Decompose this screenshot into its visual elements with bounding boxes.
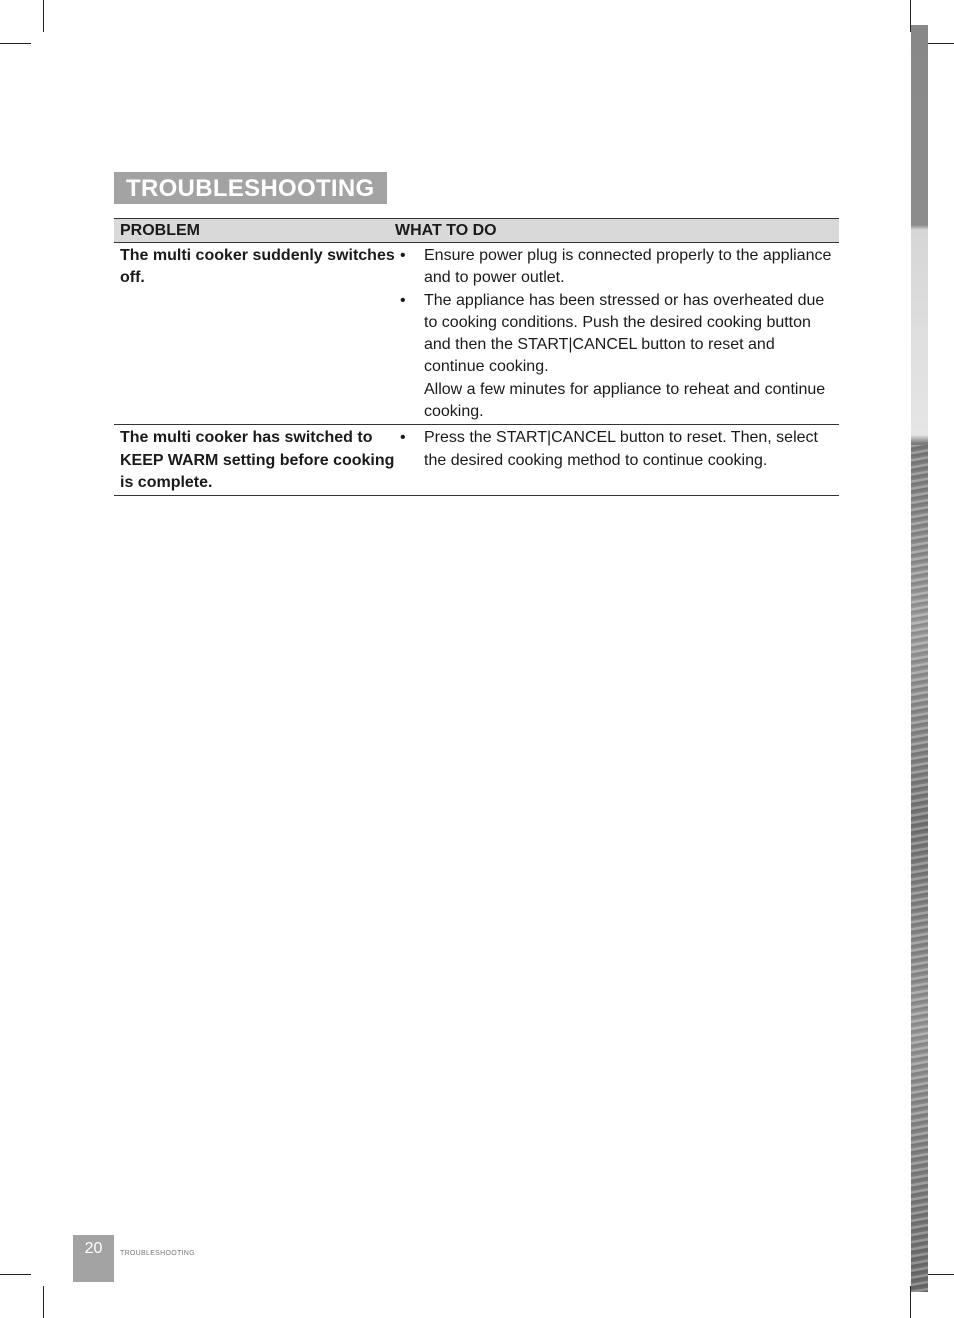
solution-cell	[395, 245, 839, 423]
solution-note: Allow a few minutes for appliance to reheat and continue cooking.	[424, 380, 826, 421]
page-number-box	[73, 1235, 114, 1282]
solution-item	[395, 427, 839, 472]
section-title-bar	[114, 172, 387, 204]
decorative-edge-image	[911, 25, 928, 1292]
grass-texture	[911, 445, 928, 1292]
solution-text: The appliance has been stressed or has overheated due to cooking conditions. Push the desired cooking button and then the START|CANCEL button to reset and continue cooking.	[424, 291, 825, 376]
problem-cell: The multi cooker has switched to KEEP WARM setting before cooking is complete.	[120, 429, 395, 491]
column-header-problem: PROBLEM	[120, 221, 200, 239]
page-number: 20	[84, 1240, 103, 1257]
solution-text: Ensure power plug is connected properly to the appliance and to power outlet.	[424, 247, 832, 287]
table-row	[114, 425, 839, 496]
page-title: TROUBLESHOOTING	[126, 175, 375, 202]
bullet-icon: •	[400, 291, 406, 309]
table-row	[114, 243, 839, 425]
bullet-icon: •	[400, 429, 406, 447]
troubleshooting-table	[114, 218, 839, 496]
solution-item	[395, 290, 839, 379]
column-header-what-to-do: WHAT TO DO	[395, 221, 497, 239]
problem-cell: The multi cooker suddenly switches off.	[120, 247, 395, 287]
table-header-row	[114, 218, 839, 243]
bullet-icon: •	[400, 247, 406, 264]
crop-mark	[43, 1286, 44, 1318]
crop-mark	[43, 0, 44, 32]
solution-item	[395, 245, 839, 290]
crop-mark	[0, 1274, 31, 1275]
footer-section-label: TROUBLESHOOTING	[120, 1250, 195, 1257]
solution-cell	[395, 427, 839, 494]
solution-text: Press the START|CANCEL button to reset. Then, select the desired cooking method to continue cooking.	[424, 429, 818, 469]
crop-mark	[0, 43, 31, 44]
